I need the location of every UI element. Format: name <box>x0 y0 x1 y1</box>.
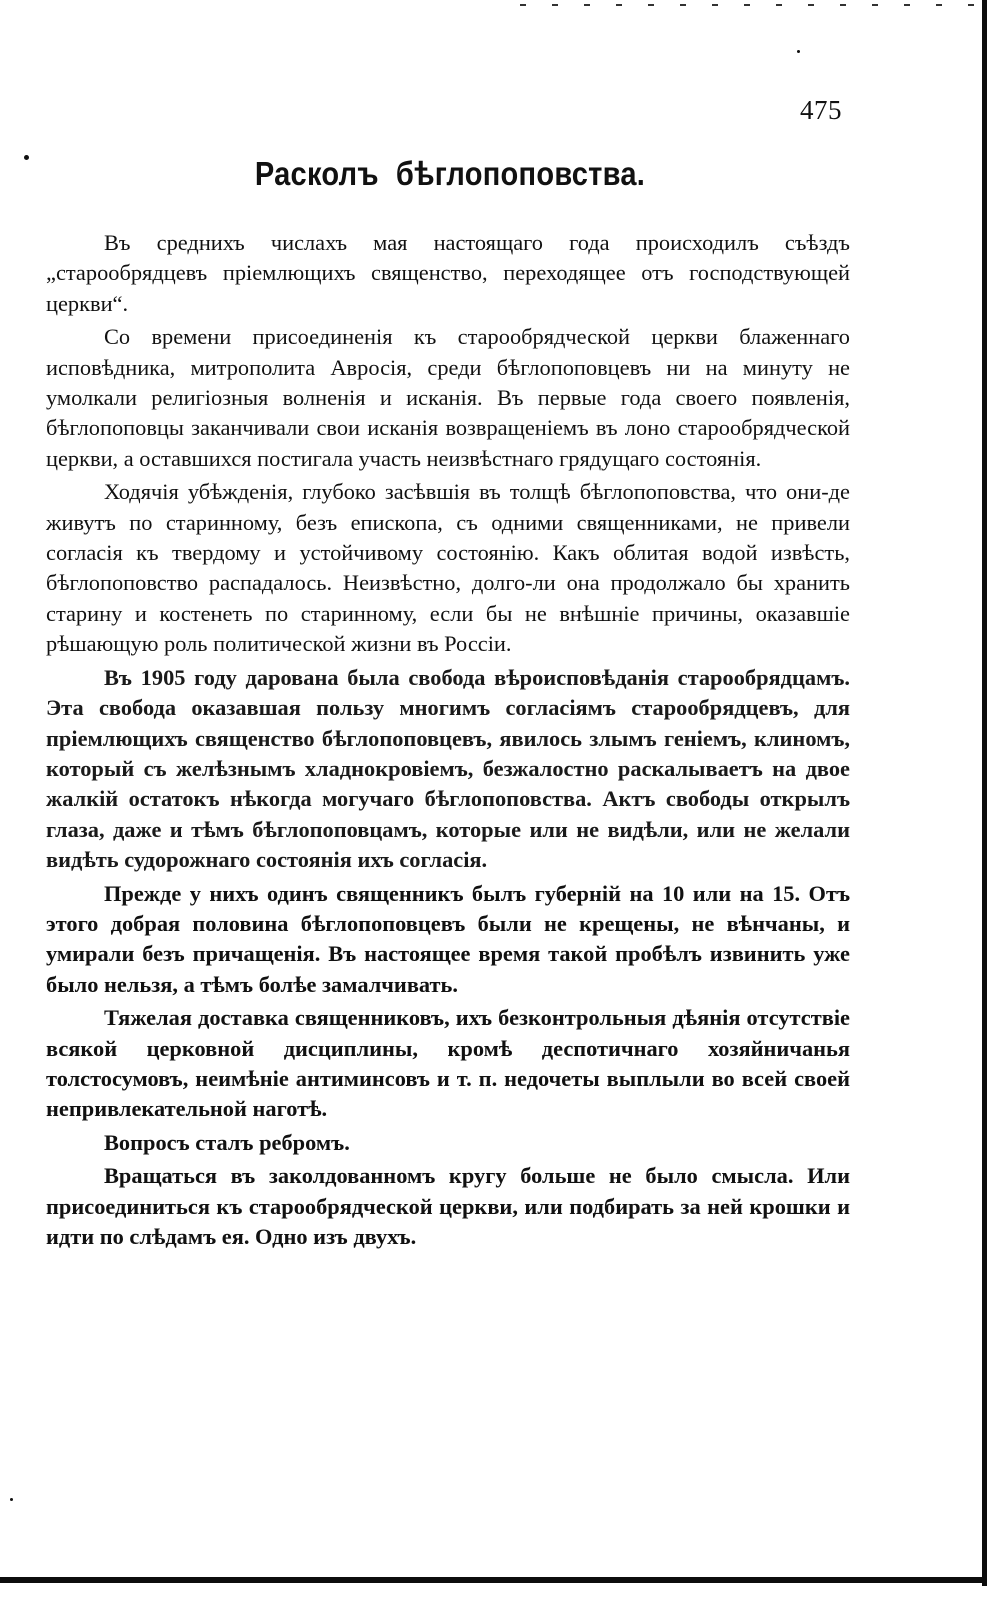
print-speck <box>24 155 29 160</box>
page-number: 475 <box>800 95 842 125</box>
paragraph: Тяжелая доставка священниковъ, ихъ безконтрольныя дѣянія отсутствіе всякой церковной дисциплины, кромѣ деспотичнаго хозяйничанья толстосумовъ, неимѣніе антиминсовъ и т. п. недочеты выплыли во всей своей непривлекательной наготѣ. <box>46 1005 850 1122</box>
paragraph: Со времени присоединенія къ старообрядческой церкви блаженнаго исповѣдника, митрополита Авросія, среди бѣглопоповцевъ ни на минуту не умолкали религіозныя волненія и исканія. Въ первые года своего появленія, бѣглопоповцы заканчивали свои исканія возвращеніемъ въ лоно старообрядческой церкви, а оставшихся постигала участь неизвѣстнаго грядущаго состоянія. <box>46 324 850 471</box>
print-speck <box>797 50 800 53</box>
page-right-border <box>982 0 987 1586</box>
page-bottom-border <box>0 1577 987 1583</box>
page-title: Расколъ бѣглопоповства. <box>254 155 646 192</box>
paragraph: Вращаться въ заколдованномъ кругу больше не было смысла. Или присоединиться къ старообрядческой церкви, или подбирать за ней крошки и идти по слѣдамъ ея. Одно изъ двухъ. <box>46 1163 850 1249</box>
paragraph: Прежде у нихъ одинъ священникъ былъ губерній на 10 или на 15. Отъ этого добрая половина бѣглопоповцевъ были не крещены, не вѣнчаны, и умирали безъ причащенія. Въ настоящее время такой пробѣлъ извинить уже было нельзя, а тѣмъ болѣе замалчивать. <box>46 880 850 997</box>
paragraph: Вопросъ сталъ ребромъ. <box>104 1129 350 1155</box>
paragraph: Въ 1905 году дарована была свобода вѣроисповѣданія старообрядцамъ. Эта свобода оказавшая пользу многимъ согласіямъ старообрядцевъ, для пріемлющихъ священство бѣглопоповцевъ, явилось злымъ геніемъ, клиномъ, который съ желѣзнымъ хладнокровіемъ, безжалостно раскалываетъ на двое жалкій остатокъ нѣкогда могучаго бѣглопоповства. Актъ свободы открылъ глаза, даже и тѣмъ бѣглопоповцамъ, которые или не видѣли, или не желали видѣть судорожнаго состоянія ихъ согласія. <box>46 664 850 873</box>
paragraph: Въ среднихъ числахъ мая настоящаго года происходилъ съѣздъ „старообрядцевъ пріемлющихъ священство, переходящее отъ господствующей церкви“. <box>46 230 850 316</box>
article-body <box>46 228 850 1255</box>
print-speck <box>10 1498 13 1501</box>
paragraph: Ходячія убѣжденія, глубоко засѣвшія въ толщѣ бѣглопоповства, что они-де живутъ по старинному, безъ епископа, съ одними священниками, не привели согласія къ твердому и устойчивому состоянію. Какъ облитая водой извѣсть, бѣглопоповство распадалось. Неизвѣстно, долго-ли она продолжало бы хранить старину и костенеть по старинному, если бы не внѣшніе причины, оказавшіе рѣшающую роль политической жизни въ Россіи. <box>46 479 850 657</box>
top-edge-dashes <box>520 4 980 6</box>
